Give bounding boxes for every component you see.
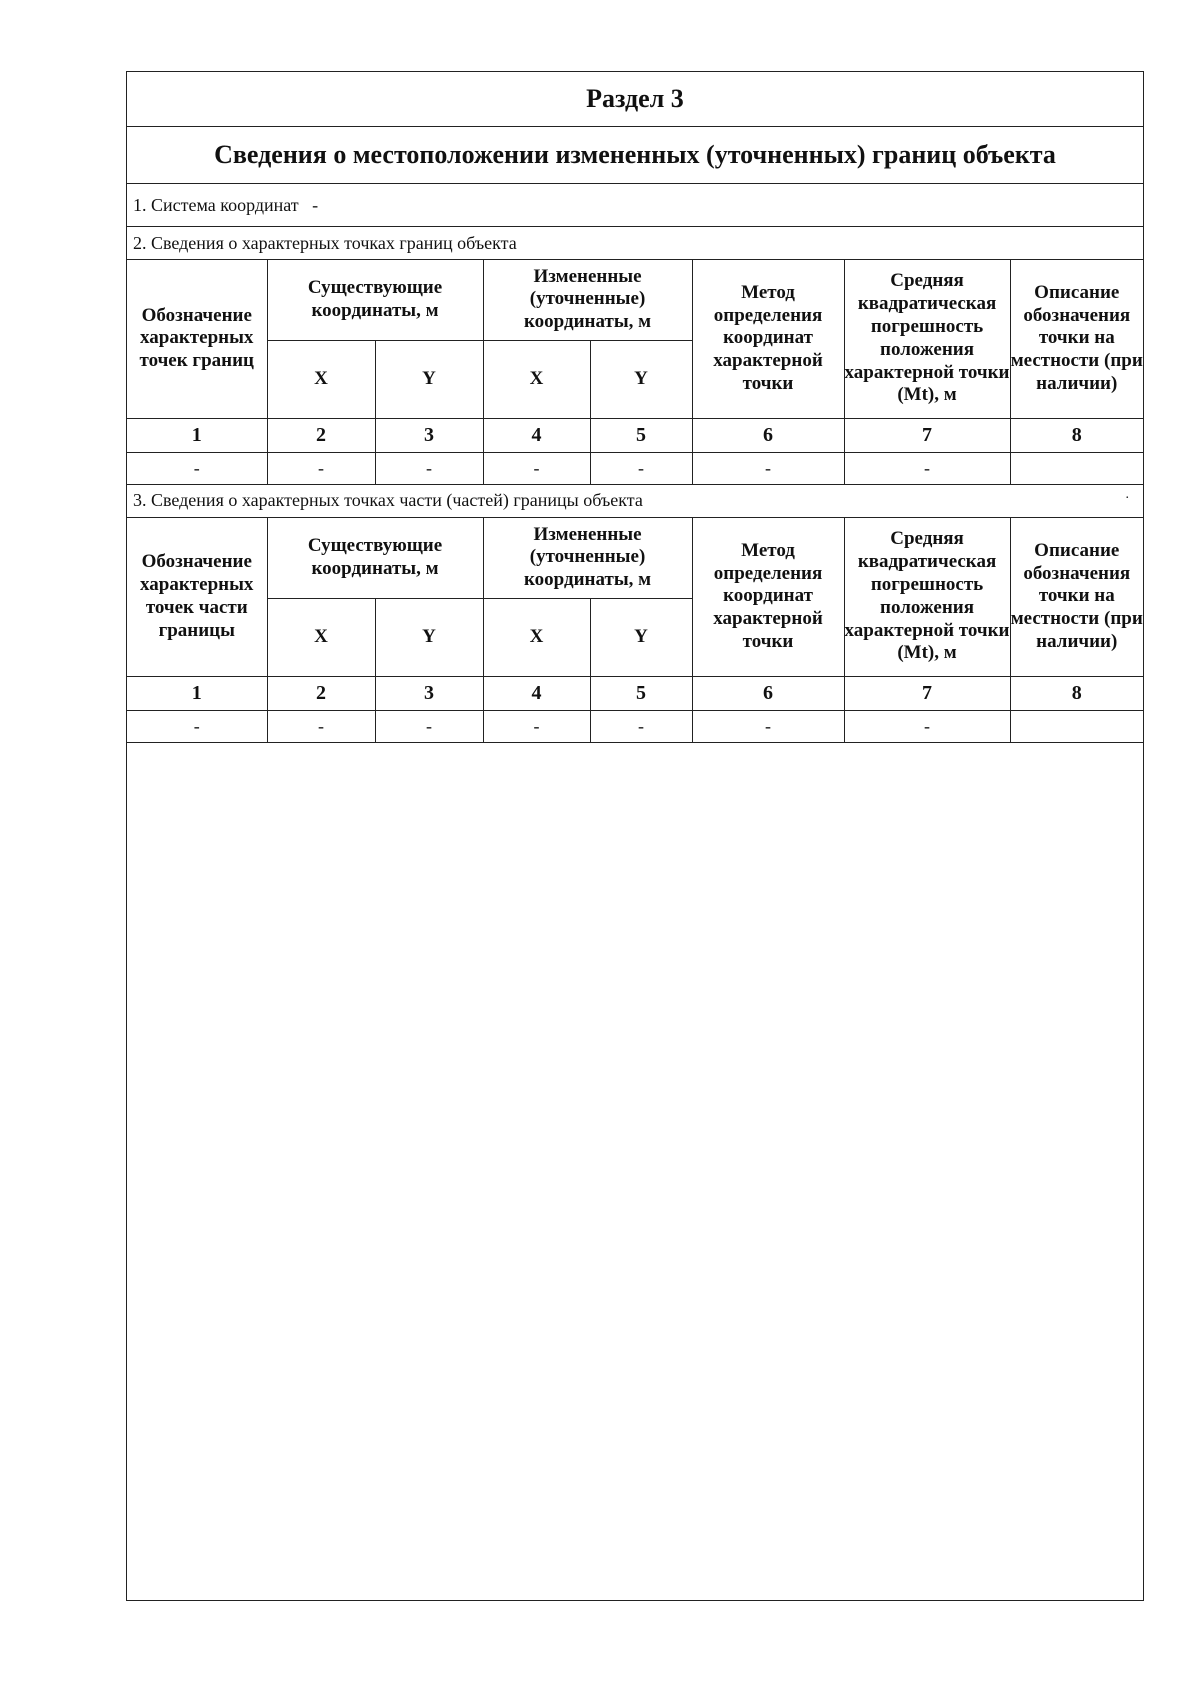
- table2-caption: 3. Сведения о характерных точках части (частей) границы объекта: [133, 490, 643, 511]
- t1-existing-x: X: [267, 340, 375, 418]
- table-row: [127, 452, 1143, 484]
- t2-cell: -: [844, 710, 1010, 742]
- t1-num: 1: [127, 418, 267, 452]
- t1-col-point: Обозначение характерных точек границ: [127, 260, 267, 418]
- coord-system-label: 1. Система координат: [133, 194, 299, 215]
- t2-changed-y: Y: [590, 598, 692, 676]
- section-subtitle: Сведения о местоположении измененных (уточненных) границ объекта: [127, 127, 1143, 184]
- t2-col-error: Средняя квадратическая погрешность положения характерной точки (Mt), м: [844, 518, 1010, 676]
- t2-cell: -: [375, 710, 483, 742]
- part-points-table: [127, 518, 1143, 743]
- t2-num: 4: [483, 676, 590, 710]
- t2-cell: -: [267, 710, 375, 742]
- section-title: Раздел 3: [127, 72, 1143, 127]
- t1-col-changed: Измененные (уточненные) координаты, м: [483, 260, 692, 340]
- table2-caption-cell: [127, 485, 1143, 518]
- table1-caption: 2. Сведения о характерных точках границ объекта: [127, 227, 1143, 260]
- t1-cell: -: [692, 452, 844, 484]
- t2-cell: -: [483, 710, 590, 742]
- coord-system-value: -: [312, 194, 319, 215]
- t2-cell: [1010, 710, 1143, 742]
- t1-cell: -: [375, 452, 483, 484]
- t2-col-desc: Описание обозначения точки на местности (при наличии): [1010, 518, 1143, 676]
- t1-cell: [1010, 452, 1143, 484]
- t1-num: 5: [590, 418, 692, 452]
- t1-changed-x: X: [483, 340, 590, 418]
- coord-system-line: [127, 184, 1143, 227]
- t1-num: 2: [267, 418, 375, 452]
- t1-col-desc: Описание обозначения точки на местности (при наличии): [1010, 260, 1143, 418]
- t2-cell: -: [127, 710, 267, 742]
- t1-changed-y: Y: [590, 340, 692, 418]
- t1-num: 3: [375, 418, 483, 452]
- t2-changed-x: X: [483, 598, 590, 676]
- t2-col-existing: Существующие координаты, м: [267, 518, 483, 598]
- t2-num: 2: [267, 676, 375, 710]
- t1-col-error: Средняя квадратическая погрешность положения характерной точки (Mt), м: [844, 260, 1010, 418]
- section-header-table: [127, 72, 1143, 260]
- t2-cell: -: [590, 710, 692, 742]
- t1-cell: -: [590, 452, 692, 484]
- t2-cell: -: [692, 710, 844, 742]
- t2-existing-y: Y: [375, 598, 483, 676]
- part-caption-table: [127, 485, 1143, 519]
- t1-col-method: Метод определения координат характерной точки: [692, 260, 844, 418]
- t1-num: 8: [1010, 418, 1143, 452]
- caption-trailing-dot: .: [1125, 486, 1129, 502]
- points-table: [127, 260, 1143, 485]
- t2-num: 5: [590, 676, 692, 710]
- t2-num: 7: [844, 676, 1010, 710]
- t1-existing-y: Y: [375, 340, 483, 418]
- table-row: [127, 710, 1143, 742]
- t2-existing-x: X: [267, 598, 375, 676]
- t1-cell: -: [267, 452, 375, 484]
- t1-col-existing: Существующие координаты, м: [267, 260, 483, 340]
- t1-num: 7: [844, 418, 1010, 452]
- t2-col-point: Обозначение характерных точек части границы: [127, 518, 267, 676]
- t2-num: 3: [375, 676, 483, 710]
- t1-num: 4: [483, 418, 590, 452]
- t1-num: 6: [692, 418, 844, 452]
- t2-col-changed: Измененные (уточненные) координаты, м: [483, 518, 692, 598]
- t1-cell: -: [483, 452, 590, 484]
- t2-num: 1: [127, 676, 267, 710]
- t2-num: 8: [1010, 676, 1143, 710]
- t2-num: 6: [692, 676, 844, 710]
- document-frame: [126, 71, 1144, 1601]
- t2-col-method: Метод определения координат характерной точки: [692, 518, 844, 676]
- t1-cell: -: [127, 452, 267, 484]
- t1-cell: -: [844, 452, 1010, 484]
